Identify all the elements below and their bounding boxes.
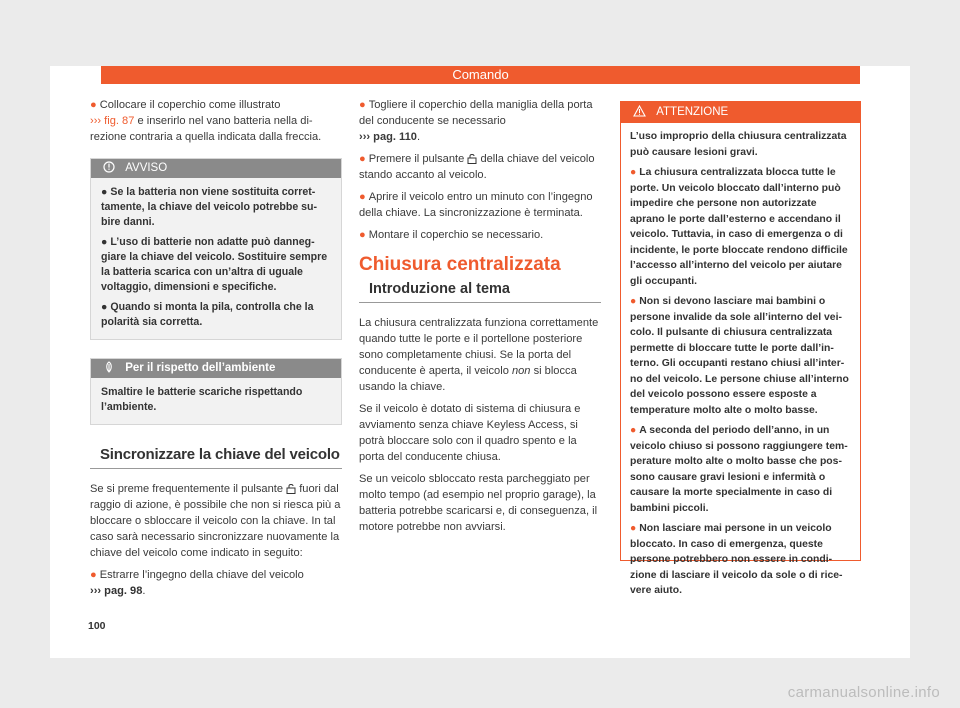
attenzione-item: ● A seconda del periodo dell’anno, in un veicolo chiuso si possono raggiungere temperature molto alte o molto basse che possono causare gravi lesioni e infermità o causare la morte specialmente in caso di bambini piccoli. (630, 425, 848, 514)
attenzione-header (621, 102, 860, 123)
page-link[interactable]: ››› pag. 110 (359, 131, 417, 143)
attenzione-item: ● La chiusura centralizzata blocca tutte le porte. Un veicolo bloccato dall’interno può impedire che persone non autorizzate aprano le porte dall’esterno e accendano il veicolo. Tuttavia, in caso di emergenza o di incidente, le porte bloccate rendono difficile l’accesso all’interno del veicolo per aiutare gli occupanti. (630, 167, 848, 287)
avviso-item: ● Se la batteria non viene sostituita correttamente, la chiave del veicolo potrebbe subire danni. (101, 186, 318, 228)
environment-notice (90, 358, 342, 425)
attenzione-intro: L’uso improprio della chiusura centralizzata può causare lesioni gravi. (630, 131, 847, 158)
sync-paragraph: Se si preme frequentemente il pulsante fuori dal raggio di azione, è possibile che non si riesca più a bloccare o sbloccare il veicolo con la chiave. In tal caso sarà necessario sincronizzare nuovamente la chiave del veicolo come indicato in seguito: (90, 483, 341, 559)
bullet-icon: ● (90, 99, 97, 111)
step-4: ● Montare il coperchio se necessario. (359, 229, 544, 241)
step-2: ● Premere il pulsante della chiave del veicolo stando accanto al veicolo. (359, 153, 595, 181)
bullet-icon: ● (90, 569, 97, 581)
bullet-icon: ● (359, 153, 366, 165)
unlock-icon (286, 483, 296, 494)
attenzione-item: ● Non si devono lasciare mai bambini o persone invalide da sole all’interno del veicolo. Il pulsante di chiusura centralizzata permette di bloccare tutte le porte dall’interno. Gli occupanti restano chiusi all’interno del veicolo. Le persone chiuse all’interno del veicolo possono essere esposte a temperature molto alte o molto basse. (630, 296, 849, 416)
environment-header (91, 359, 341, 378)
bullet-icon: ● (630, 523, 637, 534)
environment-title: Per il rispetto dell’ambiente (125, 362, 276, 374)
info-icon (103, 161, 115, 173)
sync-step: ● Estrarre l’ingegno della chiave del veicolo ››› pag. 98. (90, 569, 304, 597)
column-middle (359, 97, 601, 541)
attenzione-warning (620, 101, 861, 596)
step-1: ● Togliere il coperchio della maniglia della porta del conducente se necessario ››› pag. 110. (359, 99, 593, 143)
bullet-icon: ● (630, 296, 637, 307)
bullet-icon: ● (101, 236, 108, 248)
attenzione-item: ● Non lasciare mai persone in un veicolo bloccato. In caso di emergenza, queste persone potrebbero non essere in condizione di lasciare il veicolo da sole o di ricevere aiuto. (630, 523, 843, 596)
section-heading-sync: Sincronizzare la chiave del veicolo (90, 447, 342, 469)
watermark: carmanualsonline.info (787, 684, 940, 701)
avviso-notice (90, 158, 342, 340)
step-cover (90, 97, 342, 145)
attenzione-body (621, 123, 860, 610)
avviso-title: AVVISO (125, 162, 168, 174)
unlock-icon (467, 153, 477, 164)
bullet-icon: ● (359, 191, 366, 203)
leaf-icon (103, 361, 115, 373)
step-text: Collocare il coperchio come illustrato (99, 99, 281, 111)
intro-paragraph-3: Se un veicolo sbloccato resta parcheggiato per molto tempo (ad esempio nel proprio garage), la batteria potrebbe scaricarsi e, di conseguenza, il motore potrebbe non avviarsi. (359, 473, 598, 533)
column-left (90, 97, 342, 605)
bullet-icon: ● (101, 301, 108, 313)
environment-body: Smaltire le batterie scariche rispettando l’ambiente. (101, 386, 303, 413)
chapter-header: Comando (101, 66, 860, 84)
avviso-header (91, 159, 341, 178)
avviso-item: ● Quando si monta la pila, controlla che la polarità sia corretta. (101, 301, 314, 328)
figure-link[interactable]: ››› fig. 87 (90, 115, 135, 127)
bullet-icon: ● (630, 167, 637, 178)
intro-paragraph-2: Se il veicolo è dotato di sistema di chiusura e avviamento senza chiave Keyless Access, si potrà bloccare solo con il quadro spento e la porta del conducente chiusa. (359, 403, 581, 463)
step-3: ● Aprire il veicolo entro un minuto con l’ingegno della chiave. La sincronizzazione è terminata. (359, 191, 593, 219)
subsection-title: Introduzione al tema (359, 281, 601, 303)
bullet-icon: ● (630, 425, 637, 436)
warning-icon (633, 105, 646, 117)
avviso-item: ● L’uso di batterie non adatte può danneggiare la chiave del veicolo. Sostituire sempre la batteria scarica con un’altra di uguale voltaggio, dimensioni e specifiche. (101, 236, 328, 293)
step-text-cont: e inserirlo nel vano batteria nella direzione contraria a quella indicata dalla freccia. (90, 115, 322, 143)
attenzione-title: ATTENZIONE (656, 106, 729, 118)
avviso-body (91, 178, 341, 339)
section-title: Chiusura centralizzata (359, 254, 561, 275)
page-number: 100 (88, 620, 106, 632)
bullet-icon: ● (101, 186, 108, 198)
bullet-icon: ● (359, 229, 366, 241)
intro-paragraph-1: La chiusura centralizzata funziona correttamente quando tutte le porte e il portellone posteriore sono completamente chiusi. Se la porta del conducente è aperta, il veicolo non si blocca usando la chiave. (359, 317, 599, 393)
bullet-icon: ● (359, 99, 366, 111)
page-link[interactable]: ››› pag. 98 (90, 585, 143, 597)
